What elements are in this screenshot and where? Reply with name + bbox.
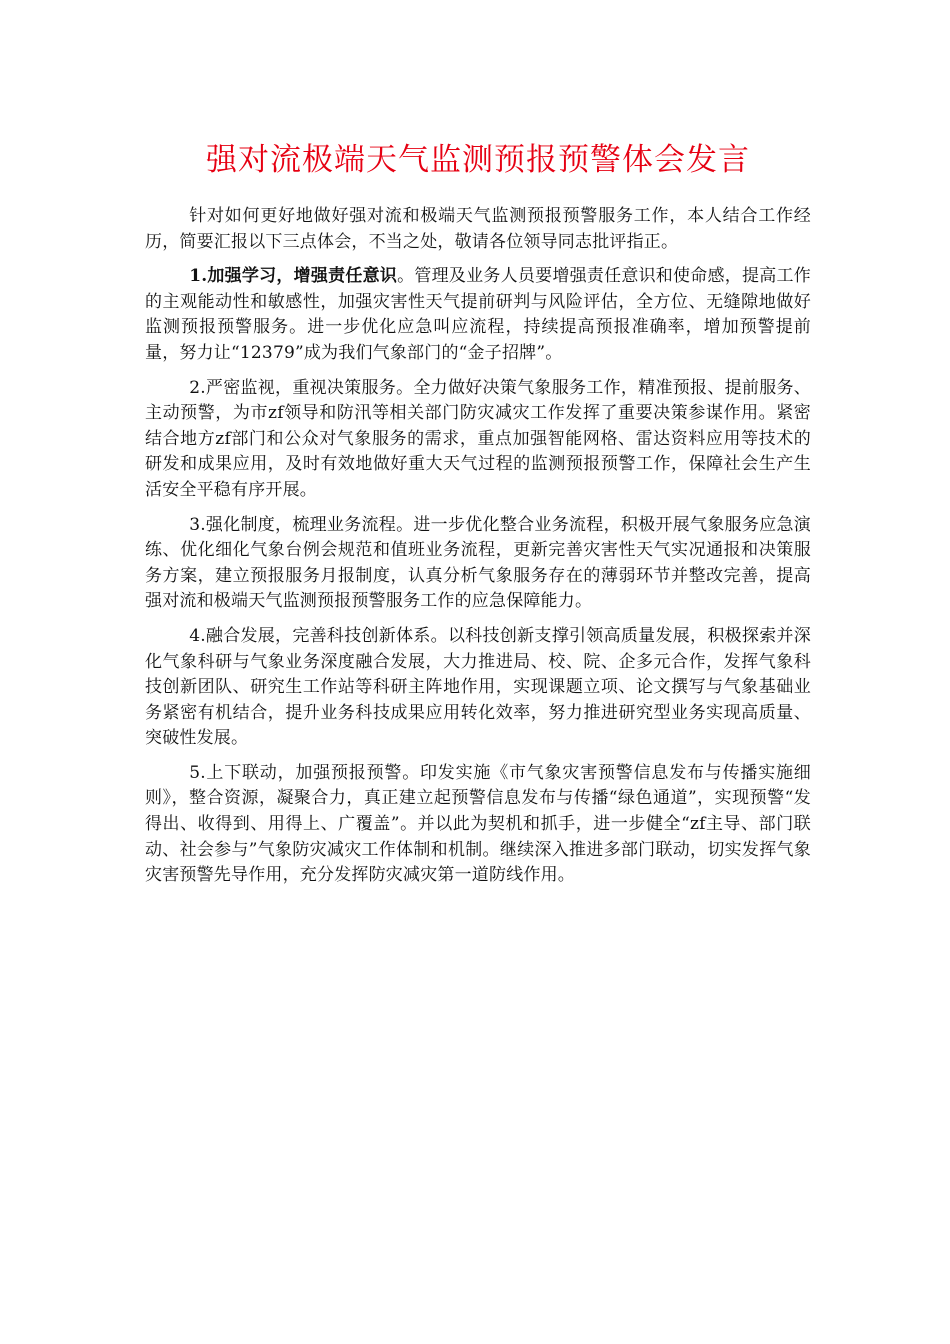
section-1-lead: 1.加强学习，增强责任意识: [189, 266, 398, 287]
section-3-paragraph: 3.强化制度，梳理业务流程。进一步优化整合业务流程，积极开展气象服务应急演练、优化细化气象台例会规范和值班业务流程，更新完善灾害性天气实况通报和决策服务方案，建立预报服务月报制度，认真分析气象服务存在的薄弱环节并整改完善，提高强对流和极端天气监测预报预警服务工作的应急保障能力。: [145, 514, 811, 612]
document-title: 强对流极端天气监测预报预警体会发言: [206, 142, 750, 178]
section-2-paragraph: 2.严密监视，重视决策服务。全力做好决策气象服务工作，精准预报、提前服务、主动预警，为市zf领导和防汛等相关部门防灾减灾工作发挥了重要决策参谋作用。紧密结合地方zf部门和公众对气象服务的需求，重点加强智能网格、雷达资料应用等技术的研发和成果应用，及时有效地做好重大天气过程的监测预报预警工作，保障社会生产生活安全平稳有序开展。: [145, 377, 811, 500]
section-1-body: 。管理及业务人员要增强责任意识和使命感，提高工作的主观能动性和敏感性，加强灾害性天气提前研判与风险评估，全方位、无缝隙地做好监测预报预警服务。进一步优化应急叫应流程，持续提高预报准确率，增加预警提前量，努力让“12379”成为我们气象部门的“金子招牌”。: [145, 266, 811, 363]
section-4-paragraph: 4.融合发展，完善科技创新体系。以科技创新支撑引领高质量发展，积极探索并深化气象科研与气象业务深度融合发展，大力推进局、校、院、企多元合作，发挥气象科技创新团队、研究生工作站等科研主阵地作用，实现课题立项、论文撰写与气象基础业务紧密有机结合，提升业务科技成果应用转化效率，努力推进研究型业务实现高质量、突破性发展。: [145, 625, 811, 749]
document-page: [145, 138, 811, 898]
intro-paragraph: 针对如何更好地做好强对流和极端天气监测预报预警服务工作，本人结合工作经历，简要汇报以下三点体会，不当之处，敬请各位领导同志批评指正。: [145, 206, 811, 252]
section-1-paragraph: [145, 264, 811, 366]
section-5-paragraph: 5.上下联动，加强预报预警。印发实施《市气象灾害预警信息发布与传播实施细则》，整合资源，凝聚合力，真正建立起预警信息发布与传播“绿色通道”，实现预警“发得出、收得到、用得上、广覆盖”。并以此为契机和抓手，进一步健全“zf主导、部门联动、社会参与”气象防灾减灾工作体制和机制。继续深入推进多部门联动，切实发挥气象灾害预警先导作用，充分发挥防灾减灾第一道防线作用。: [145, 762, 811, 886]
